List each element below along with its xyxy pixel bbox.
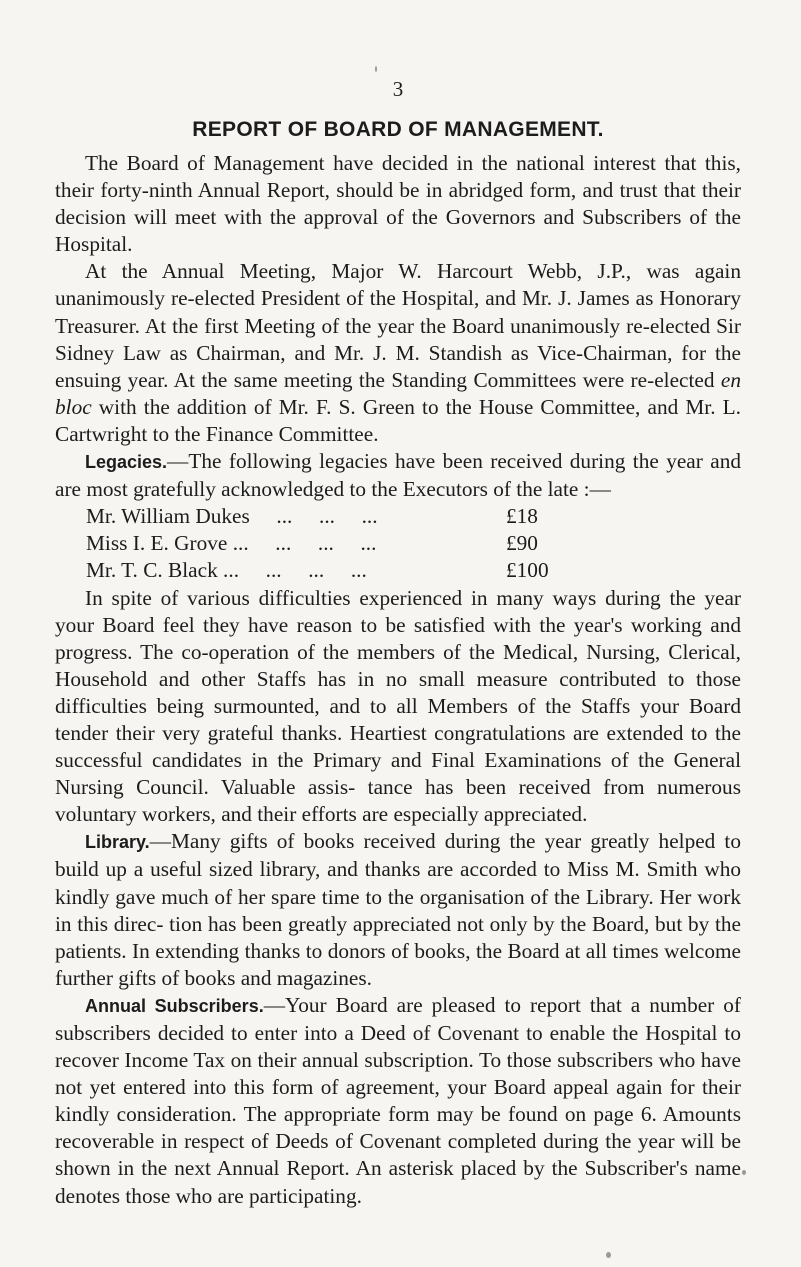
- library-heading: Library.: [85, 832, 150, 853]
- legacy-name: Mr. William Dukes ... ... ...: [86, 504, 378, 529]
- meeting-text-2: with the addition of Mr. F. S. Green to the House Committee, and Mr. L. Cartwright to the Finance Committee.: [55, 394, 741, 446]
- subscribers-text: —Your Board are pleased to report that a number of subscribers decided to enter into a Deed of Covenant to enable the Hospital to recover Income Tax on their annual subscription. To those subscribers who have not yet entered into this form of agreement, your Board appeal again for their kindly consideration. The appropriate form may be found on page 6. Amounts recoverable in respect of Deeds of Covenant completed during the year will be shown in the next Annual Report. An asterisk placed by the Subscriber's name denotes those who are participating.: [55, 992, 741, 1208]
- paper-speck: [375, 66, 377, 72]
- subscribers-paragraph: [55, 992, 741, 1210]
- subscribers-heading: Annual Subscribers.: [85, 995, 264, 1016]
- legacy-amount: £90: [506, 531, 538, 556]
- paper-speck: [606, 1252, 611, 1258]
- report-title: REPORT OF BOARD OF MANAGEMENT.: [192, 118, 604, 141]
- document-page: [55, 76, 741, 1210]
- meeting-italic: en bloc: [55, 367, 741, 419]
- legacy-item: [55, 503, 741, 530]
- legacies-heading: Legacies.: [85, 452, 168, 473]
- legacies-text: —The following legacies have been received during the year and are most gratefully acknowledged to the Executors of the late :—: [55, 449, 741, 502]
- page-number: 3: [392, 77, 404, 101]
- legacies-paragraph: [55, 448, 741, 503]
- legacy-item: [55, 530, 741, 557]
- legacy-name: Miss I. E. Grove ... ... ... ...: [86, 531, 377, 556]
- intro-paragraph: The Board of Management have decided in the national interest that this, their forty-ninth Annual Report, should be in abridged form, and trust that their decision will meet with the approval of the Governors and Subscribers of the Hospital.: [55, 151, 741, 257]
- library-paragraph: [55, 828, 741, 992]
- meeting-paragraph: [55, 258, 741, 448]
- legacy-name: Mr. T. C. Black ... ... ... ...: [86, 558, 367, 583]
- paper-speck: [742, 1170, 746, 1175]
- legacies-list: [55, 503, 741, 584]
- legacy-amount: £100: [506, 558, 549, 583]
- meeting-text-1: At the Annual Meeting, Major W. Harcourt Webb, J.P., was again unanimously re-elected President of the Hospital, and Mr. J. James as Honorary Treasurer. At the first Meeting of the year the Board unanimously re-elected Sir Sidney Law as Chairman, and Mr. J. M. Standish as Vice-Chairman, for the ensuing year. At the same meeting the Standing Committees were re-elected: [55, 259, 741, 392]
- library-text: —Many gifts of books received during the year greatly helped to build up a useful sized library, and thanks are accorded to Miss M. Smith who kindly gave much of her spare time to the organisation of the Library. Her work in this direc- tion has been greatly appreciated not only by the Board, but by the patients. In extending thanks to donors of books, the Board at all times welcome further gifts of books and magazines.: [55, 829, 741, 990]
- legacy-item: [55, 557, 741, 584]
- legacy-amount: £18: [506, 504, 538, 529]
- staff-paragraph: In spite of various difficulties experienced in many ways during the year your Board feel they have reason to be satisfied with the year's working and progress. The co-operation of the members of the Medical, Nursing, Clerical, Household and other Staffs has in no small measure contributed to those difficulties being surmounted, and to all Members of the Staffs your Board tender their very grateful thanks. Heartiest congratulations are extended to the successful candidates in the Primary and Final Examinations of the General Nursing Council. Valuable assis- tance has been received from numerous voluntary workers, and their efforts are especially appreciated.: [55, 585, 741, 827]
